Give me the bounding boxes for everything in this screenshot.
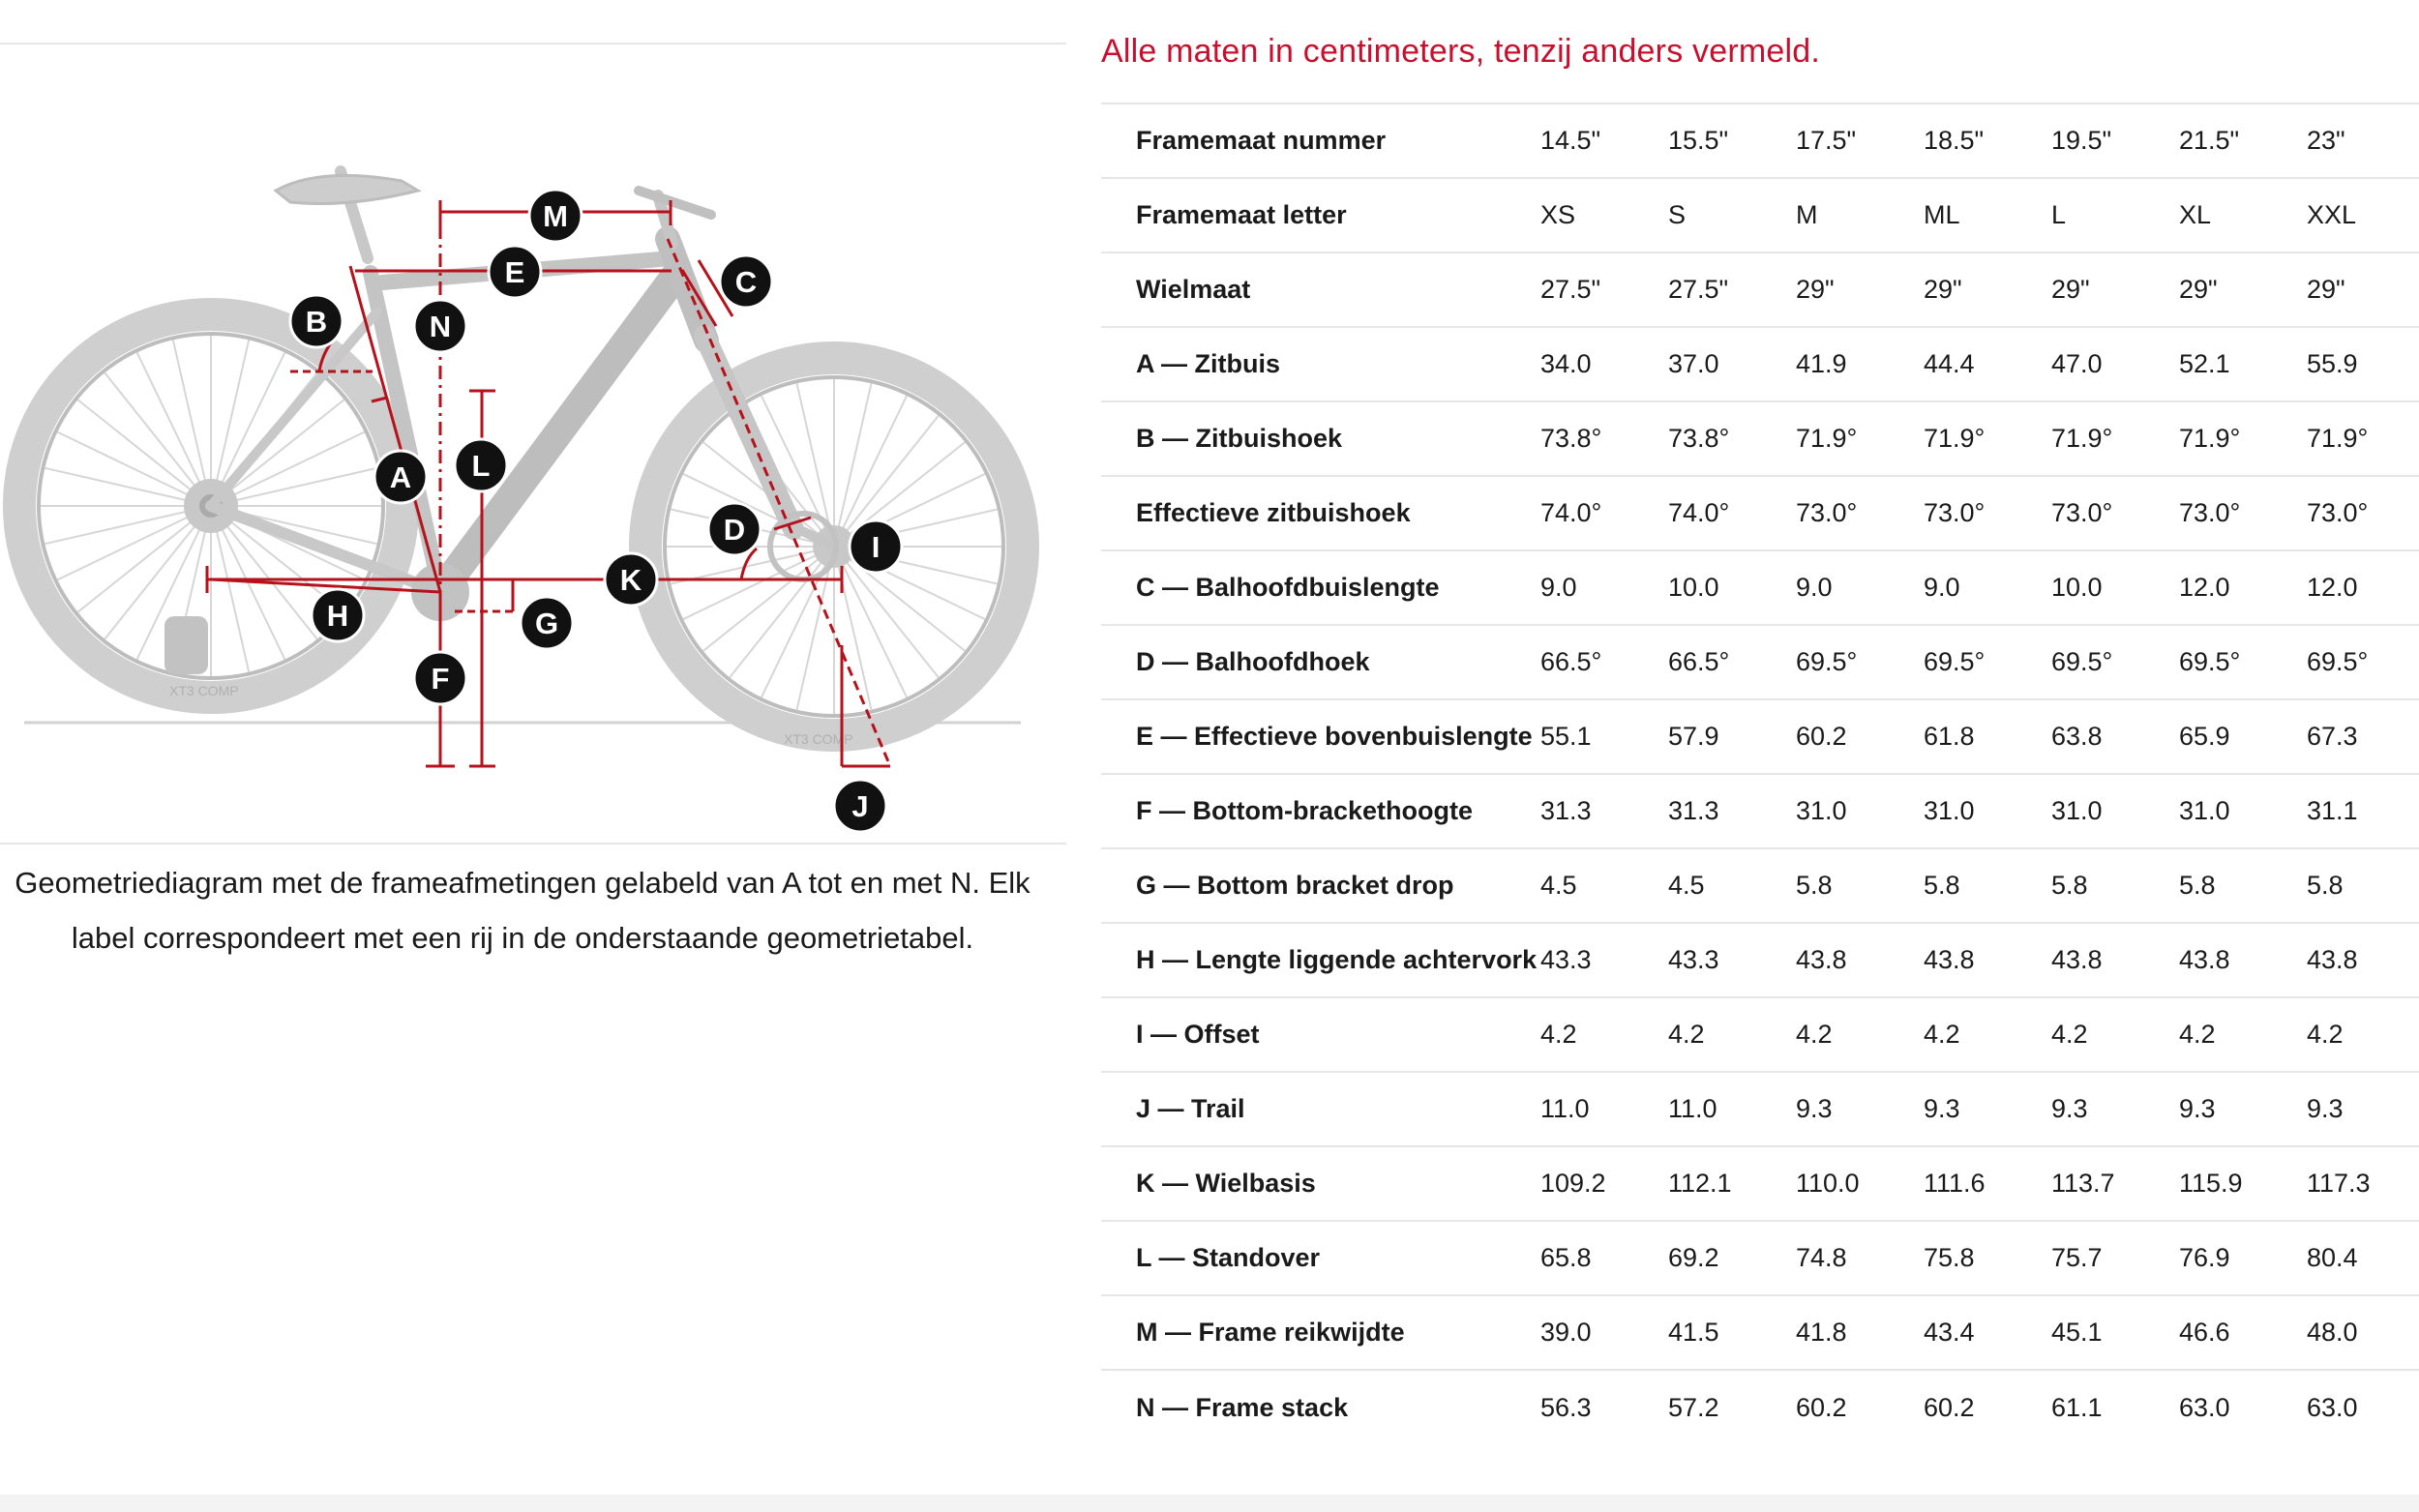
bike-frame	[164, 171, 836, 674]
table-cell: 47.0	[2051, 349, 2103, 378]
badge-c	[720, 255, 772, 308]
badge-n	[414, 300, 466, 352]
table-cell: 5.8	[2307, 871, 2344, 900]
table-cell: 117.3	[2307, 1169, 2371, 1198]
table-cell: 73.8°	[1668, 424, 1730, 453]
badge-label: A	[389, 460, 412, 494]
table-cell: 71.9°	[1796, 424, 1858, 453]
table-cell: 60.2	[1924, 1392, 1975, 1422]
geometry-table	[1101, 103, 2419, 1444]
row-label: Framemaat letter	[1136, 200, 1347, 229]
table-cell: 71.9°	[1924, 424, 1986, 453]
diagram-caption	[0, 855, 1045, 965]
table-cell: 52.1	[2179, 349, 2230, 378]
table-cell: 37.0	[1668, 349, 1719, 378]
table-row	[1101, 1146, 2419, 1221]
badge-label: N	[429, 310, 452, 343]
table-row	[1101, 923, 2419, 997]
table-cell: 63.8	[2051, 722, 2103, 751]
badge-m	[529, 190, 582, 242]
table-cell: 113.7	[2051, 1169, 2115, 1198]
geometry-diagram	[0, 45, 1066, 844]
geometry-table-container	[1101, 103, 2419, 1444]
table-cell: 71.9°	[2179, 424, 2241, 453]
table-cell: 75.7	[2051, 1243, 2103, 1272]
table-cell: 34.0	[1540, 349, 1592, 378]
table-cell: 115.9	[2179, 1169, 2243, 1198]
table-cell: 5.8	[1924, 871, 1960, 900]
table-cell: 31.0	[2179, 796, 2230, 825]
table-cell: 43.4	[1924, 1318, 1975, 1347]
table-cell: 11.0	[1540, 1094, 1590, 1123]
table-cell: 43.3	[1540, 945, 1592, 974]
table-row	[1101, 997, 2419, 1072]
caption-line-1: Geometriediagram met de frameafmetingen gelabeld van A tot en met N. Elk	[15, 866, 1030, 900]
table-cell: 57.9	[1668, 722, 1719, 751]
bottom-bar	[0, 1495, 2419, 1512]
table-cell: 76.9	[2179, 1243, 2230, 1272]
row-label: B — Zitbuishoek	[1136, 424, 1343, 453]
table-cell: 43.8	[2179, 945, 2230, 974]
row-label: I — Offset	[1136, 1020, 1260, 1049]
table-cell: 74.8	[1796, 1243, 1847, 1272]
table-cell: 23"	[2307, 126, 2345, 155]
table-cell: 73.0°	[2051, 498, 2113, 527]
table-cell: 63.0	[2179, 1392, 2230, 1422]
table-cell: 10.0	[1668, 573, 1719, 602]
table-cell: 43.8	[2307, 945, 2358, 974]
table-cell: 21.5"	[2179, 126, 2240, 155]
table-cell: 9.3	[1924, 1094, 1960, 1123]
row-label: N — Frame stack	[1136, 1392, 1349, 1422]
table-cell: 73.0°	[1924, 498, 1986, 527]
row-label: Wielmaat	[1136, 275, 1251, 304]
table-cell: 5.8	[2179, 871, 2216, 900]
table-row	[1101, 848, 2419, 923]
table-cell: 41.9	[1796, 349, 1847, 378]
table-cell: 29"	[1924, 275, 1962, 304]
table-cell: 19.5"	[2051, 126, 2112, 155]
table-cell: 75.8	[1924, 1243, 1975, 1272]
row-label: E — Effectieve bovenbuislengte	[1136, 722, 1533, 751]
table-cell: XXL	[2307, 200, 2357, 229]
table-cell: L	[2051, 200, 2067, 229]
table-cell: 4.2	[1796, 1020, 1833, 1049]
table-cell: 69.5°	[2051, 647, 2113, 676]
badge-l	[455, 439, 507, 491]
table-cell: 9.0	[1796, 573, 1833, 602]
diagram-divider	[0, 843, 1066, 845]
top-divider	[0, 43, 1066, 44]
badge-label: C	[734, 265, 758, 299]
table-row	[1101, 1072, 2419, 1146]
table-cell: 41.8	[1796, 1318, 1847, 1347]
table-cell: 73.0°	[2179, 498, 2241, 527]
badge-label: K	[619, 563, 642, 597]
table-cell: 73.0°	[1796, 498, 1858, 527]
table-cell: 11.0	[1668, 1094, 1717, 1123]
table-cell: 4.2	[1668, 1020, 1705, 1049]
units-heading: Alle maten in centimeters, tenzij anders vermeld.	[1101, 33, 1821, 70]
row-label: C — Balhoofdbuislengte	[1136, 573, 1440, 602]
table-cell: 69.5°	[1796, 647, 1858, 676]
table-cell: 27.5"	[1540, 275, 1601, 304]
table-cell: 31.3	[1668, 796, 1719, 825]
table-cell: 4.5	[1540, 871, 1577, 900]
table-cell: ML	[1924, 200, 1960, 229]
table-cell: 66.5°	[1668, 647, 1730, 676]
table-cell: 69.5°	[2179, 647, 2241, 676]
table-cell: 112.1	[1668, 1169, 1732, 1198]
table-cell: 73.0°	[2307, 498, 2369, 527]
table-cell: 60.2	[1796, 1392, 1847, 1422]
table-cell: 56.3	[1540, 1392, 1592, 1422]
table-row	[1101, 1221, 2419, 1295]
badge-f	[414, 652, 466, 704]
table-cell: XS	[1540, 200, 1576, 229]
table-cell: 9.3	[2051, 1094, 2088, 1123]
badge-j	[834, 780, 886, 832]
table-cell: 4.5	[1668, 871, 1705, 900]
table-cell: 41.5	[1668, 1318, 1719, 1347]
table-cell: 69.5°	[2307, 647, 2369, 676]
table-row	[1101, 252, 2419, 327]
table-cell: 80.4	[2307, 1243, 2358, 1272]
row-label: F — Bottom-brackethoogte	[1136, 796, 1473, 825]
saddle	[276, 175, 418, 203]
table-cell: 9.3	[2307, 1094, 2344, 1123]
table-row	[1101, 699, 2419, 774]
table-cell: 31.0	[1924, 796, 1975, 825]
table-cell: 66.5°	[1540, 647, 1602, 676]
badge-label: D	[723, 513, 746, 547]
table-cell: 63.0	[2307, 1392, 2358, 1422]
row-label: Effectieve zitbuishoek	[1136, 498, 1411, 527]
table-cell: 31.0	[2051, 796, 2103, 825]
front-tire-text: XT3 COMP	[784, 731, 853, 747]
table-row	[1101, 1370, 2419, 1444]
table-cell: 69.5°	[1924, 647, 1986, 676]
table-row	[1101, 625, 2419, 699]
table-cell: 4.2	[2179, 1020, 2216, 1049]
table-cell: 9.0	[1540, 573, 1577, 602]
table-cell: 29"	[2051, 275, 2090, 304]
table-cell: 18.5"	[1924, 126, 1985, 155]
table-cell: 31.0	[1796, 796, 1847, 825]
row-label: H — Lengte liggende achtervork	[1136, 945, 1538, 974]
table-cell: 110.0	[1796, 1169, 1860, 1198]
table-cell: 43.8	[1924, 945, 1975, 974]
badge-label: H	[326, 599, 349, 633]
table-cell: 29"	[2179, 275, 2218, 304]
badge-label: B	[305, 305, 328, 339]
row-label: D — Balhoofdhoek	[1136, 647, 1370, 676]
table-cell: 5.8	[1796, 871, 1833, 900]
table-cell: 60.2	[1796, 722, 1847, 751]
badge-e	[489, 246, 541, 298]
table-cell: 12.0	[2179, 573, 2230, 602]
table-cell: 4.2	[2307, 1020, 2344, 1049]
table-row	[1101, 178, 2419, 252]
table-cell: 55.9	[2307, 349, 2358, 378]
rear-tire-text: XT3 COMP	[169, 683, 239, 698]
badge-k	[605, 553, 657, 606]
derailleur	[164, 616, 208, 674]
table-cell: 15.5"	[1668, 126, 1729, 155]
table-cell: 43.8	[1796, 945, 1847, 974]
table-row	[1101, 401, 2419, 476]
row-label: Framemaat nummer	[1136, 126, 1387, 155]
table-cell: 109.2	[1540, 1169, 1606, 1198]
table-row	[1101, 1295, 2419, 1370]
table-cell: 9.3	[2179, 1094, 2216, 1123]
table-cell: 46.6	[2179, 1318, 2230, 1347]
table-cell: 29"	[2307, 275, 2345, 304]
table-cell: 65.9	[2179, 722, 2230, 751]
row-label: J — Trail	[1136, 1094, 1245, 1123]
table-cell: 74.0°	[1668, 498, 1730, 527]
table-cell: 71.9°	[2307, 424, 2369, 453]
table-cell: 61.1	[2051, 1392, 2103, 1422]
table-cell: M	[1796, 200, 1818, 229]
table-cell: 71.9°	[2051, 424, 2113, 453]
table-cell: 10.0	[2051, 573, 2103, 602]
table-cell: 61.8	[1924, 722, 1975, 751]
badge-label: I	[871, 530, 881, 564]
table-cell: 39.0	[1540, 1318, 1592, 1347]
table-cell: 65.8	[1540, 1243, 1592, 1272]
table-cell: 17.5"	[1796, 126, 1857, 155]
row-label: A — Zitbuis	[1136, 349, 1280, 378]
badge-label: J	[851, 789, 869, 823]
badge-h	[312, 589, 364, 641]
table-cell: 69.2	[1668, 1243, 1719, 1272]
table-cell: 45.1	[2051, 1318, 2103, 1347]
table-cell: 31.1	[2307, 796, 2358, 825]
badge-d	[708, 503, 761, 555]
row-label: M — Frame reikwijdte	[1136, 1318, 1405, 1347]
table-cell: 14.5"	[1540, 126, 1601, 155]
table-cell: 31.3	[1540, 796, 1592, 825]
badge-a	[374, 451, 427, 503]
badge-label: M	[543, 199, 568, 233]
table-cell: 4.2	[1540, 1020, 1577, 1049]
table-cell: 9.0	[1924, 573, 1960, 602]
table-cell: 43.3	[1668, 945, 1719, 974]
table-cell: 4.2	[1924, 1020, 1960, 1049]
table-cell: 57.2	[1668, 1392, 1719, 1422]
row-label: K — Wielbasis	[1136, 1169, 1316, 1198]
table-cell: 44.4	[1924, 349, 1975, 378]
table-cell: 43.8	[2051, 945, 2103, 974]
table-cell: XL	[2179, 200, 2212, 229]
table-row	[1101, 104, 2419, 178]
table-row	[1101, 476, 2419, 550]
table-row	[1101, 550, 2419, 625]
table-cell: 48.0	[2307, 1318, 2358, 1347]
badge-i	[850, 520, 902, 573]
table-cell: 55.1	[1540, 722, 1592, 751]
table-cell: 12.0	[2307, 573, 2358, 602]
table-cell: 27.5"	[1668, 275, 1729, 304]
table-cell: 9.3	[1796, 1094, 1833, 1123]
table-cell: 5.8	[2051, 871, 2088, 900]
badge-g	[521, 597, 573, 649]
badge-label: F	[431, 662, 450, 696]
table-cell: 111.6	[1924, 1169, 1986, 1198]
table-cell: 67.3	[2307, 722, 2358, 751]
badge-label: G	[534, 607, 559, 640]
badge-b	[290, 295, 343, 347]
caption-line-2: label correspondeert met een rij in de onderstaande geometrietabel.	[71, 921, 974, 955]
row-label: L — Standover	[1136, 1243, 1321, 1272]
row-label: G — Bottom bracket drop	[1136, 871, 1454, 900]
badge-label: L	[471, 449, 491, 483]
table-cell: 73.8°	[1540, 424, 1602, 453]
table-cell: 4.2	[2051, 1020, 2088, 1049]
table-cell: S	[1668, 200, 1687, 229]
table-row	[1101, 327, 2419, 401]
table-row	[1101, 774, 2419, 848]
badge-label: E	[504, 255, 525, 289]
table-cell: 29"	[1796, 275, 1835, 304]
table-cell: 74.0°	[1540, 498, 1602, 527]
bike-geometry-svg	[0, 45, 1066, 844]
